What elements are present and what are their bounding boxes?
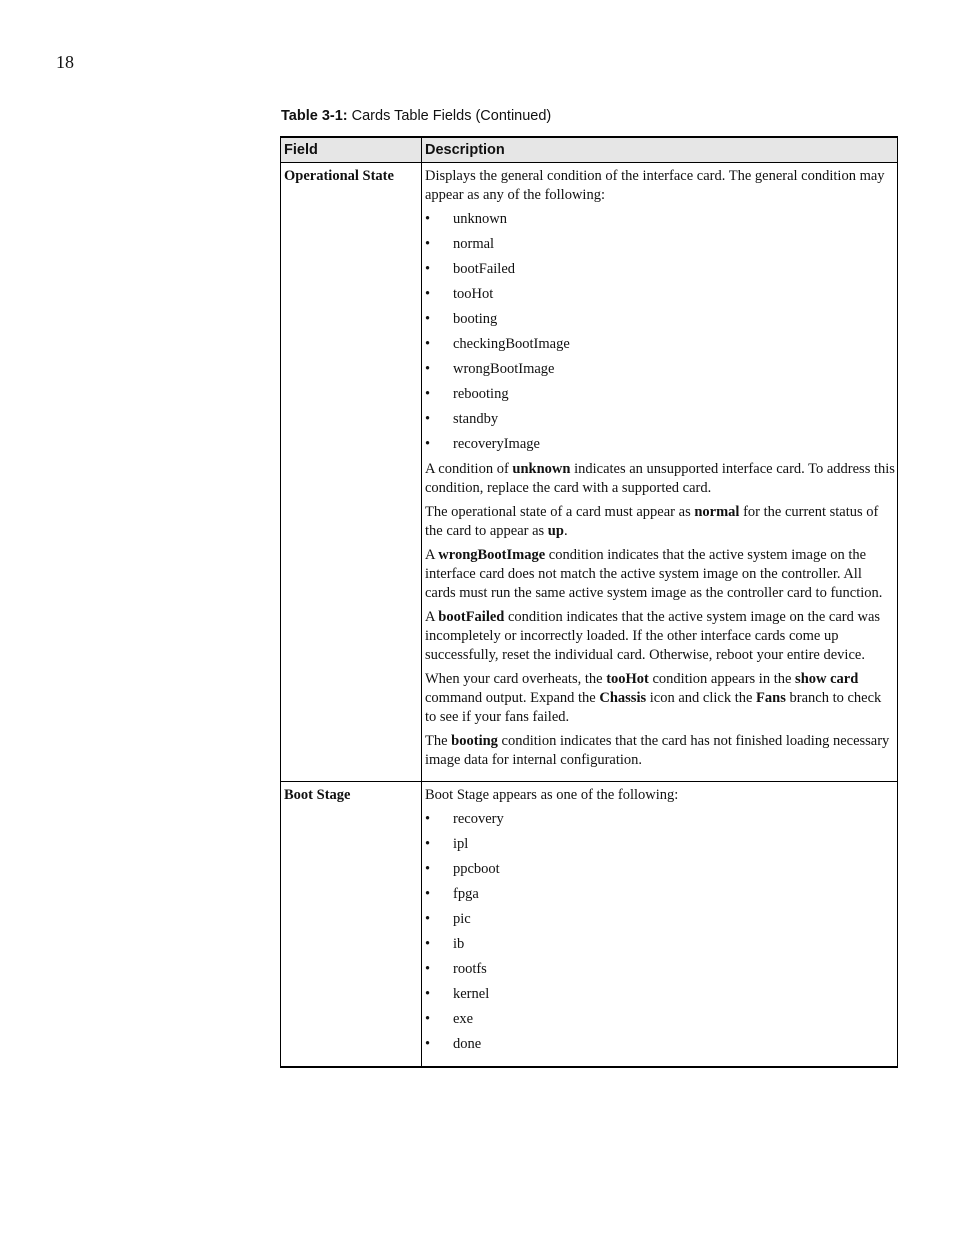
- text-run: branch to check to see if your fans failed.: [425, 689, 882, 725]
- field-cell: Operational State: [281, 162, 422, 781]
- emphasis-term: wrongBootImage: [438, 546, 546, 563]
- text-run: The: [425, 732, 452, 749]
- list-item: • booting: [425, 310, 895, 329]
- description-paragraph: [425, 503, 895, 541]
- text-run: command output. Expand the: [425, 689, 600, 706]
- text-run: for the current status of the card to appear as: [425, 503, 879, 539]
- table-header-row: [281, 137, 898, 162]
- description-paragraph: [425, 167, 895, 205]
- list-item: • exe: [425, 1010, 895, 1029]
- text-run: Boot Stage appears as one of the following:: [425, 786, 679, 803]
- emphasis-term: booting: [451, 732, 498, 749]
- emphasis-term: tooHot: [606, 670, 649, 687]
- text-run: condition indicates that the card has not finished loading necessary image data for internal configuration.: [425, 732, 890, 768]
- list-item: • unknown: [425, 210, 895, 229]
- list-item: • checkingBootImage: [425, 335, 895, 354]
- list-item: • ppcboot: [425, 860, 895, 879]
- bullet-list: [425, 810, 895, 1054]
- table-caption-text: Cards Table Fields (Continued): [347, 108, 552, 124]
- list-item: • ipl: [425, 835, 895, 854]
- text-run: Displays the general condition of the interface card. The general condition may appear as any of the following:: [425, 167, 885, 203]
- text-run: condition indicates that the active system image on the interface card does not match the active system image on the controller. All cards must run the same active system image as the controller card to function.: [425, 546, 883, 601]
- description-cell: [422, 162, 898, 781]
- table-caption: [281, 107, 551, 125]
- list-item: • wrongBootImage: [425, 360, 895, 379]
- text-run: .: [563, 522, 568, 539]
- description-paragraph: [425, 670, 895, 727]
- description-paragraph: [425, 786, 895, 805]
- emphasis-term: normal: [694, 503, 740, 520]
- description-cell: [422, 781, 898, 1067]
- list-item: • recovery: [425, 810, 895, 829]
- page-number: 18: [56, 52, 74, 72]
- emphasis-term: up: [547, 522, 564, 539]
- text-run: condition indicates that the active system image on the card was incompletely or incorrectly loaded. If the other interface cards come up successfully, reset the individual card. Otherwise, reboot your entire device.: [425, 608, 881, 663]
- header-description: Description: [422, 137, 898, 162]
- description-paragraph: [425, 460, 895, 498]
- header-field: Field: [281, 137, 422, 162]
- table-row: [281, 162, 898, 781]
- text-run: indicates an unsupported interface card. To address this condition, replace the card with a supported card.: [425, 460, 895, 496]
- list-item: • fpga: [425, 885, 895, 904]
- text-run: When your card overheats, the: [425, 670, 607, 687]
- emphasis-term: Chassis: [599, 689, 647, 706]
- description-paragraph: [425, 732, 895, 770]
- list-item: • recoveryImage: [425, 435, 895, 454]
- list-item: • pic: [425, 910, 895, 929]
- emphasis-term: bootFailed: [438, 608, 505, 625]
- text-run: A condition of: [425, 460, 513, 477]
- field-cell: Boot Stage: [281, 781, 422, 1067]
- emphasis-term: Fans: [756, 689, 786, 706]
- text-run: A: [425, 608, 439, 625]
- text-run: condition appears in the: [648, 670, 796, 687]
- table-row: [281, 781, 898, 1067]
- text-run: icon and click the: [646, 689, 757, 706]
- cards-table: [280, 136, 898, 1068]
- list-item: • tooHot: [425, 285, 895, 304]
- text-run: A: [425, 546, 439, 563]
- description-paragraph: [425, 546, 895, 603]
- emphasis-term: unknown: [512, 460, 571, 477]
- list-item: • bootFailed: [425, 260, 895, 279]
- table-caption-label: Table 3-1:: [281, 108, 348, 124]
- list-item: • done: [425, 1035, 895, 1054]
- emphasis-term: show card: [795, 670, 859, 687]
- bullet-list: [425, 210, 895, 454]
- list-item: • kernel: [425, 985, 895, 1004]
- list-item: • normal: [425, 235, 895, 254]
- list-item: • standby: [425, 410, 895, 429]
- list-item: • ib: [425, 935, 895, 954]
- description-paragraph: [425, 608, 895, 665]
- text-run: The operational state of a card must appear as: [425, 503, 695, 520]
- list-item: • rootfs: [425, 960, 895, 979]
- list-item: • rebooting: [425, 385, 895, 404]
